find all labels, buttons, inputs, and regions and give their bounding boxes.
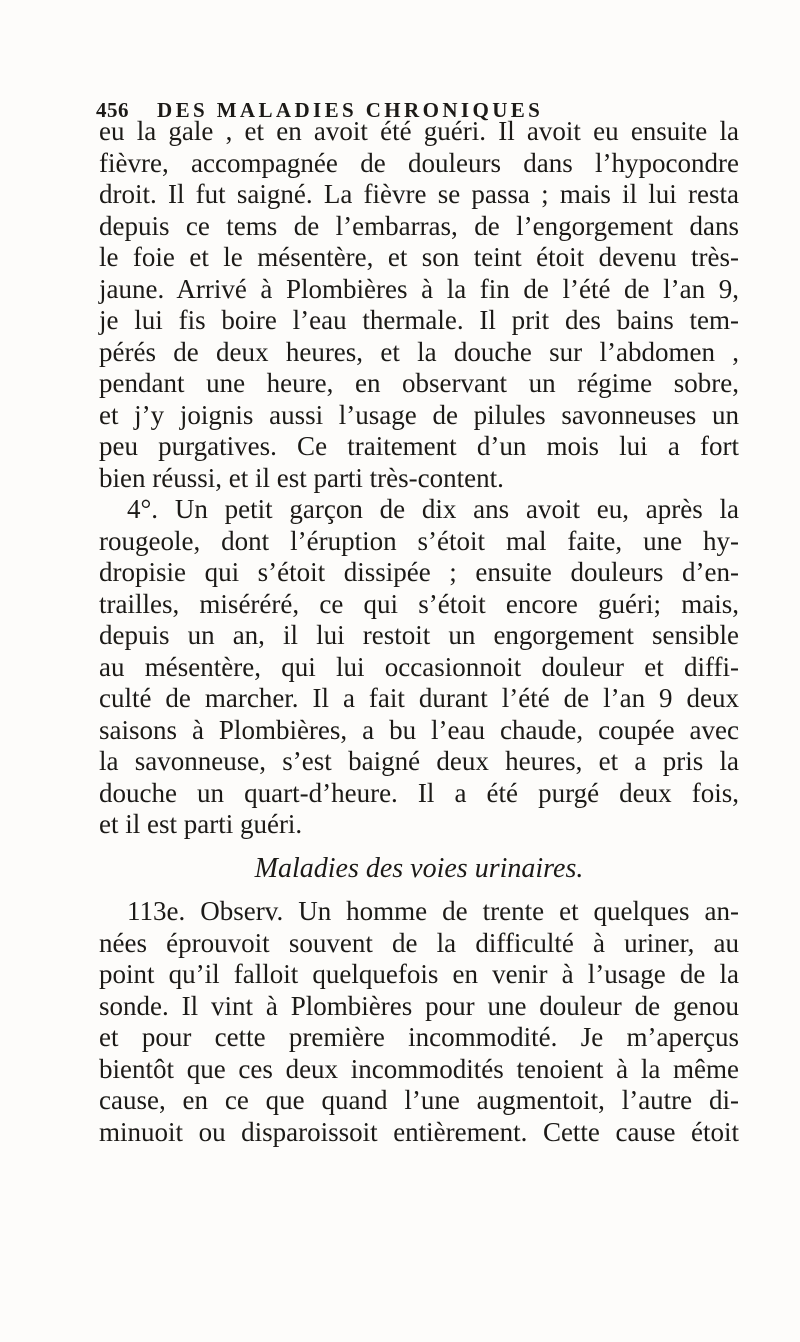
text-line: 113e. Observ. Un homme de trente et quelques an-: [127, 896, 739, 926]
text-line: la savonneuse, s’est baigné deux heures, et a pris la: [99, 746, 739, 776]
text-line: trailles, miséréré, ce qui s’étoit encore guéri; mais,: [99, 588, 739, 619]
text-line: jaune. Arrivé à Plombières à la fin de l’été de l’an 9,: [99, 273, 739, 304]
text-line: et j’y joignis aussi l’usage de pilules savonneuses un: [99, 399, 739, 430]
text-line: et il est parti guéri.: [99, 809, 303, 839]
text-line: au mésentère, qui lui occasionnoit douleur et diffi-: [99, 651, 739, 682]
text-line: depuis un an, il lui restoit un engorgement sensible: [99, 620, 739, 650]
section-heading: Maladies des voies urinaires.: [254, 852, 584, 884]
text-line: pérés de deux heures, et la douche sur l’abdomen ,: [99, 336, 739, 367]
text-line: dropisie qui s’étoit dissipée ; ensuite douleurs d’en-: [99, 557, 739, 587]
text-line: sonde. Il vint à Plombières pour une douleur de genou: [99, 990, 739, 1021]
text-line: douche un quart-d’heure. Il a été purgé deux fois,: [99, 777, 739, 808]
text-line: le foie et le mésentère, et son teint étoit devenu très-: [99, 242, 739, 272]
text-line: depuis ce tems de l’embarras, de l’engorgement dans: [99, 210, 739, 241]
text-line: bien réussi, et il est parti très-content.: [99, 462, 504, 493]
text-line: peu purgatives. Ce traitement d’un mois lui a fort: [99, 431, 739, 461]
page-number: 456: [96, 98, 129, 122]
text-line: culté de marcher. Il a fait durant l’été de l’an 9 deux: [99, 683, 739, 713]
text-line: point qu’il falloit quelquefois en venir à l’usage de la: [99, 959, 739, 989]
text-line: minuoit ou disparoissoit entièrement. Cette cause étoit: [99, 1116, 739, 1147]
body-text: [99, 116, 739, 1148]
text-line: cause, en ce que quand l’une augmentoit, l’autre di-: [99, 1085, 739, 1115]
text-line: fièvre, accompagnée de douleurs dans l’hypocondre: [99, 147, 739, 178]
text-line: droit. Il fut saigné. La fièvre se passa ; mais il lui resta: [99, 179, 739, 209]
text-line: nées éprouvoit souvent de la difficulté à uriner, au: [99, 927, 739, 958]
text-line: 4°. Un petit garçon de dix ans avoit eu, après la: [127, 494, 739, 524]
text-line: et pour cette première incommodité. Je m’aperçus: [99, 1022, 739, 1052]
text-line: pendant une heure, en observant un régime sobre,: [99, 368, 739, 398]
text-line: saisons à Plombières, a bu l’eau chaude, coupée avec: [99, 714, 739, 745]
text-line: eu la gale , et en avoit été guéri. Il avoit eu ensuite la: [99, 116, 739, 146]
text-line: bientôt que ces deux incommodités tenoient à la même: [99, 1053, 739, 1084]
text-line: rougeole, dont l’éruption s’étoit mal faite, une hy-: [99, 525, 739, 556]
running-title: DES MALADIES CHRONIQUES: [157, 98, 544, 122]
text-line: je lui fis boire l’eau thermale. Il prit des bains tem-: [99, 305, 739, 335]
